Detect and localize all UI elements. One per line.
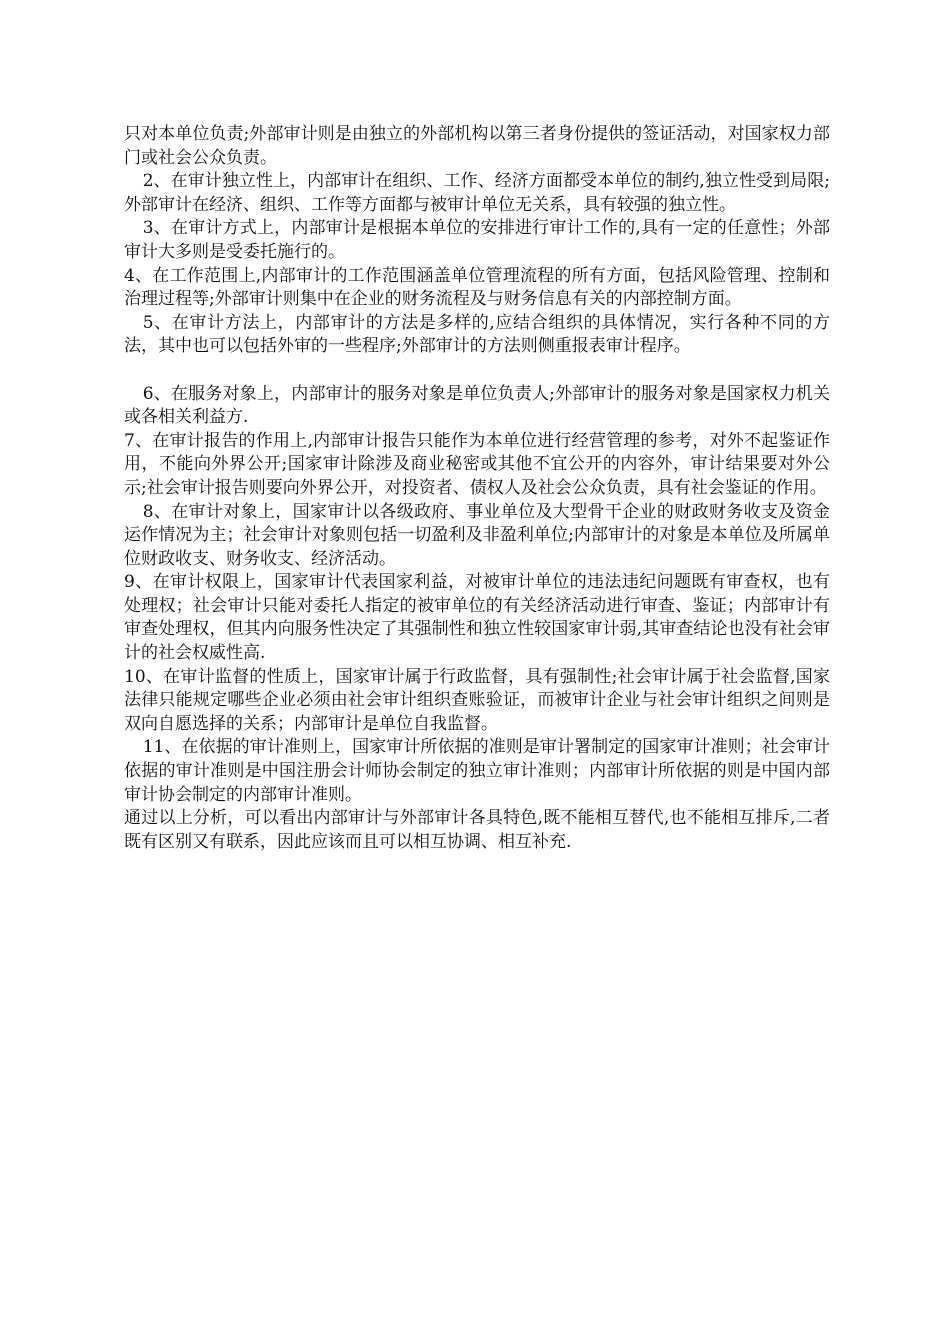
- paragraph-10: 10、在审计监督的性质上，国家审计属于行政监督，具有强制性;社会审计属于社会监督,国家法律只能规定哪些企业必须由社会审计组织查账验证，而被审计企业与社会审计组织之间则是双向自愿选择的关系；内部审计是单位自我监督。: [124, 666, 830, 734]
- paragraph-5: 5、在审计方法上，内部审计的方法是多样的,应结合组织的具体情况，实行各种不同的方法，其中也可以包括外审的一些程序;外部审计的方法则侧重报表审计程序。: [124, 312, 830, 357]
- paragraph-6: 6、在服务对象上，内部审计的服务对象是单位负责人;外部审计的服务对象是国家权力机关或各相关利益方.: [124, 383, 830, 428]
- paragraph-2: 2、在审计独立性上，内部审计在组织、工作、经济方面都受本单位的制约,独立性受到局限;外部审计在经济、组织、工作等方面都与被审计单位无关系，具有较强的独立性。: [124, 171, 830, 215]
- paragraph-11: 11、在依据的审计准则上，国家审计所依据的准则是审计署制定的国家审计准则；社会审计依据的审计准则是中国注册会计师协会制定的独立审计准则；内部审计所依据的则是中国内部审计协会制定的内部审计准则。: [124, 737, 830, 805]
- paragraph-8: 8、在审计对象上，国家审计以各级政府、事业单位及大型骨干企业的财政财务收支及资金运作情况为主；社会审计对象则包括一切盈利及非盈利单位;内部审计的对象是本单位及所属单位财政收支、财务收支、经济活动。: [124, 501, 830, 569]
- paragraph-3: 3、在审计方式上，内部审计是根据本单位的安排进行审计工作的,具有一定的任意性；外部审计大多则是受委托施行的。: [124, 218, 830, 262]
- paragraph-4: 4、在工作范围上,内部审计的工作范围涵盖单位管理流程的所有方面，包括风险管理、控制和治理过程等;外部审计则集中在企业的财务流程及与财务信息有关的内部控制方面。: [124, 265, 830, 310]
- document-body: [124, 123, 830, 854]
- paragraph-9: 9、在审计权限上，国家审计代表国家利益，对被审计单位的违法违纪问题既有审查权，也有处理权；社会审计只能对委托人指定的被审单位的有关经济活动进行审查、鉴证；内部审计有审查处理权，但其内向服务性决定了其强制性和独立性较国家审计弱,其审查结论也没有社会审计的社会权威性高.: [124, 572, 830, 664]
- paragraph-12: 通过以上分析，可以看出内部审计与外部审计各具特色,既不能相互替代,也不能相互排斥,二者既有区别又有联系，因此应该而且可以相互协调、相互补充.: [124, 808, 830, 852]
- paragraph-7: 7、在审计报告的作用上,内部审计报告只能作为本单位进行经营管理的参考，对外不起鉴证作用，不能向外界公开;国家审计除涉及商业秘密或其他不宜公开的内容外，审计结果要对外公示;社会审计报告则要向外界公开，对投资者、债权人及社会公众负责，具有社会鉴证的作用。: [124, 430, 830, 498]
- paragraph-1: 只对本单位负责;外部审计则是由独立的外部机构以第三者身份提供的签证活动，对国家权力部门或社会公众负责。: [124, 124, 830, 168]
